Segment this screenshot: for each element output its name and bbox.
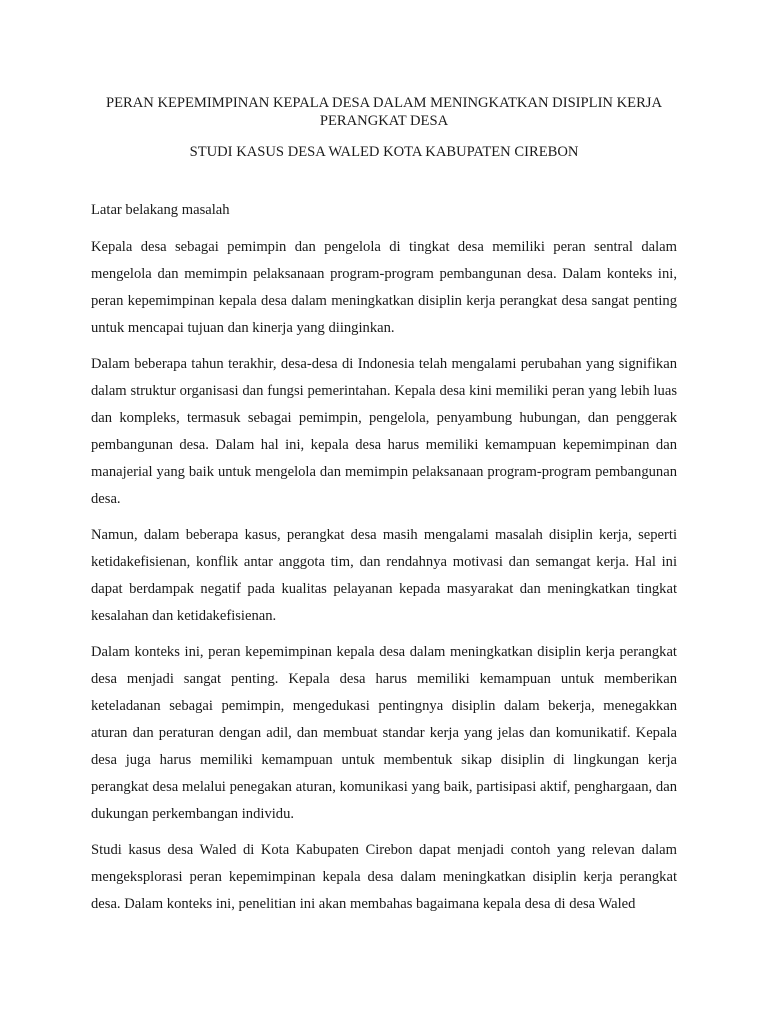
paragraph: Studi kasus desa Waled di Kota Kabupaten Cirebon dapat menjadi contoh yang relevan dalam mengeksplorasi peran kepemimpinan kepala desa dalam meningkatkan disiplin kerja perangkat desa. Dalam konteks ini, penelitian ini akan membahas bagaimana kepala desa di desa Waled bbox=[91, 842, 677, 912]
document-title: PERAN KEPEMIMPINAN KEPALA DESA DALAM MENINGKATKAN DISIPLIN KERJA PERANGKAT DESA bbox=[105, 95, 663, 129]
paragraph: Dalam beberapa tahun terakhir, desa-desa di Indonesia telah mengalami perubahan yang signifikan dalam struktur organisasi dan fungsi pemerintahan. Kepala desa kini memiliki peran yang lebih luas dan kompleks, termasuk sebagai pemimpin, pengelola, penyambung hubungan, dan penggerak pembangunan desa. Dalam hal ini, kepala desa harus memiliki kemampuan kepemimpinan dan manajerial yang baik untuk mengelola dan memimpin pelaksanaan program-program pembangunan desa. bbox=[91, 356, 677, 507]
section-heading: Latar belakang masalah bbox=[91, 202, 230, 218]
paragraph: Dalam konteks ini, peran kepemimpinan kepala desa dalam meningkatkan disiplin kerja perangkat desa menjadi sangat penting. Kepala desa harus memiliki kemampuan untuk memberikan keteladanan sebagai pemimpin, mengedukasi pentingnya disiplin dalam bekerja, menegakkan aturan dan peraturan dengan adil, dan membuat standar kerja yang jelas dan komunikatif. Kepala desa juga harus memiliki kemampuan untuk membentuk sikap disiplin di lingkungan kerja perangkat desa melalui penegakan aturan, komunikasi yang baik, partisipasi aktif, penghargaan, dan dukungan perkembangan individu. bbox=[91, 644, 677, 822]
paragraph: Kepala desa sebagai pemimpin dan pengelola di tingkat desa memiliki peran sentral dalam mengelola dan memimpin pelaksanaan program-program pembangunan desa. Dalam konteks ini, peran kepemimpinan kepala desa dalam meningkatkan disiplin kerja perangkat desa sangat penting untuk mencapai tujuan dan kinerja yang diinginkan. bbox=[91, 239, 677, 336]
document-subtitle: STUDI KASUS DESA WALED KOTA KABUPATEN CIREBON bbox=[189, 144, 579, 160]
paragraph: Namun, dalam beberapa kasus, perangkat desa masih mengalami masalah disiplin kerja, seperti ketidakefisienan, konflik antar anggota tim, dan rendahnya motivasi dan semangat kerja. Hal ini dapat berdampak negatif pada kualitas pelayanan kepada masyarakat dan meningkatkan tingkat kesalahan dan ketidakefisienan. bbox=[91, 527, 677, 624]
